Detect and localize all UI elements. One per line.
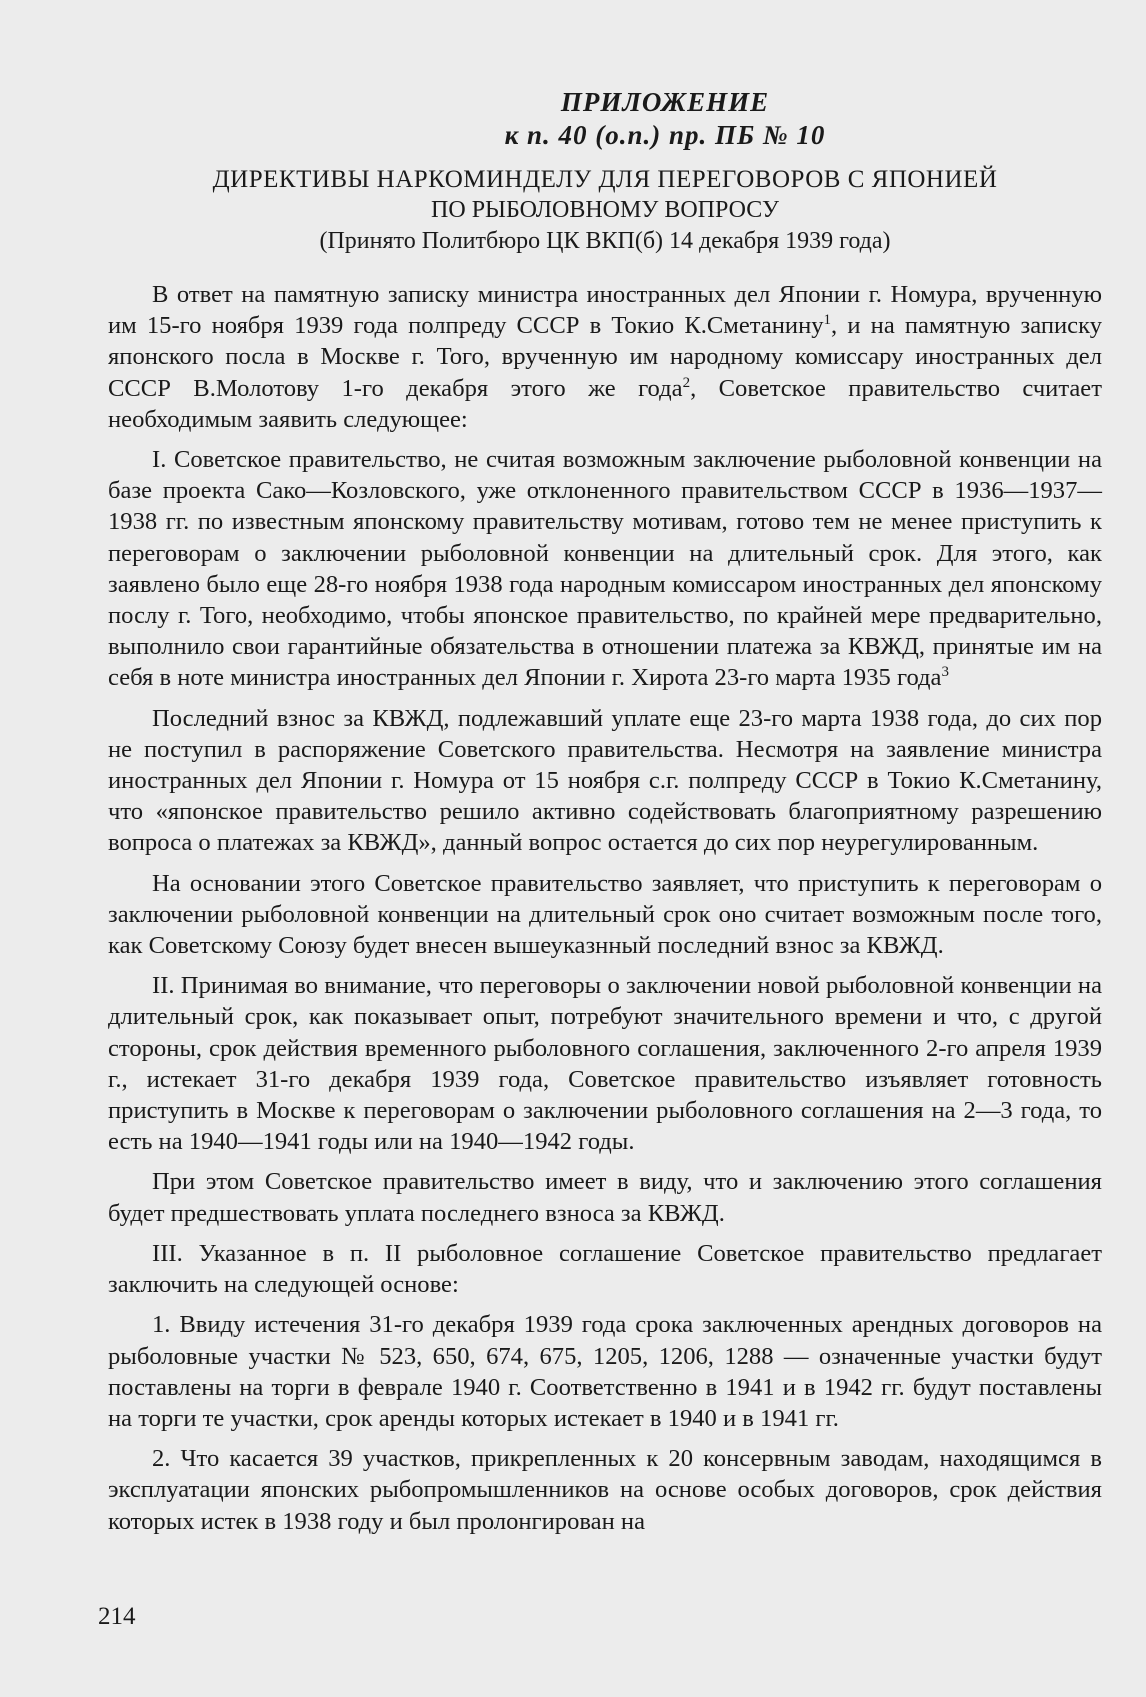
document-title-line-1: ДИРЕКТИВЫ НАРКОМИНДЕЛУ ДЛЯ ПЕРЕГОВОРОВ С ЯПОНИЕЙ bbox=[212, 166, 998, 193]
paragraph-statement: На основании этого Советское правительство заявляет, что приступить к переговорам о заключении рыболовной конвенции на длительный срок оно считает возможным после того, как Советскому Союзу будет внесен вышеуказнный последний взнос за КВЖД. bbox=[108, 869, 1102, 960]
paragraph-intro-part-c: , Советское правительство считает необходимым заявить следующее: bbox=[108, 374, 1102, 433]
footnote-ref-3: 3 bbox=[941, 664, 949, 681]
paragraph-last-payment: Последний взнос за КВЖД, подлежавший уплате еще 23-го марта 1938 года, до сих пор не поступил в распоряжение Советского правительства. Несмотря на заявление министра иностранных дел Японии г. Номура от 15 ноября с.г. полпреду СССР в Токио К.Сметанину, что «японское правительство решило активно содействовать благоприятному разрешению вопроса о платежах за КВЖД», данный вопрос остается до сих пор неурегулированным. bbox=[108, 704, 1102, 857]
page-number: 214 bbox=[98, 1603, 136, 1630]
paragraph-section-2: II. Принимая во внимание, что переговоры о заключении новой рыболовной конвенции на длительный срок, как показывает опыт, потребуют значительного времени и что, с другой стороны, срок действия временного рыболовного соглашения, заключенного 2-го апреля 1939 г., истекает 31-го декабря 1939 года, Советское правительство изъявляет готовность приступить в Москве к переговорам о заключении рыболовного соглашения на 2—3 года, то есть на 1940—1941 годы или на 1940—1942 годы. bbox=[108, 972, 1102, 1156]
page-content bbox=[108, 86, 1102, 1546]
appendix-reference: к п. 40 (о.п.) пр. ПБ № 10 bbox=[504, 120, 826, 150]
paragraph-section-3: III. Указанное в п. II рыболовное соглашение Советское правительство предлагает заключить на следующей основе: bbox=[108, 1239, 1102, 1299]
appendix-label: ПРИЛОЖЕНИЕ bbox=[560, 87, 770, 117]
paragraph-intro-part-b: , и на памятную записку японского посла в Москве г. Того, врученную им народному комиссару иностранных дел СССР В.Молотову 1-го декабря этого же года bbox=[108, 312, 1102, 402]
paragraph-intro-part-a: В ответ на памятную записку министра иностранных дел Японии г. Номура, врученную им 15-го ноября 1939 года полпреду СССР в Токио К.Сметанину bbox=[108, 281, 1102, 340]
paragraph-item-1: 1. Ввиду истечения 31-го декабря 1939 года срока заключенных арендных договоров на рыболовные участки № 523, 650, 674, 675, 1205, 1206, 1288 — означенные участки будут поставлены на торги в феврале 1940 г. Соответственно в 1941 и в 1942 гг. будут поставлены на торги те участки, срок аренды которых истекает в 1940 и в 1941 гг. bbox=[108, 1311, 1102, 1432]
footnote-ref-1: 1 bbox=[823, 312, 832, 329]
adoption-note: (Принято Политбюро ЦК ВКП(б) 14 декабря 1939 года) bbox=[319, 228, 891, 254]
paragraph-precondition: При этом Советское правительство имеет в виду, что и заключению этого соглашения будет предшествовать уплата последнего взноса за КВЖД. bbox=[108, 1168, 1102, 1227]
footnote-ref-2: 2 bbox=[682, 374, 691, 391]
paragraph-intro bbox=[108, 279, 1102, 435]
paragraph-section-1-text: I. Советское правительство, не считая возможным заключение рыболовной конвенции на базе проекта Сако—Козловского, уже отклоненного правительством СССР в 1936—1937—1938 гг. по известным японскому правительству мотивам, готово тем не менее приступить к переговорам о заключении рыболовной конвенции на длительный срок. Для этого, как заявлено было еще 28-го ноября 1938 года народным комиссаром иностранных дел японскому послу г. Того, необходимо, чтобы японское правительство, по крайней мере предварительно, выполнило свои гарантийные обязательства в отношении платежа за КВЖД, принятые им на себя в ноте министра иностранных дел Японии г. Хирота 23-го марта 1935 года bbox=[108, 446, 1102, 692]
paragraph-section-1 bbox=[108, 444, 1102, 694]
document-title-line-2: ПО РЫБОЛОВНОМУ ВОПРОСУ bbox=[431, 197, 779, 223]
paragraph-item-2: 2. Что касается 39 участков, прикрепленных к 20 консервным заводам, находящимся в эксплуатации японских рыбопромышленников на основе особых договоров, срок действия которых истек в 1938 году и был пролонгирован на bbox=[108, 1445, 1102, 1535]
